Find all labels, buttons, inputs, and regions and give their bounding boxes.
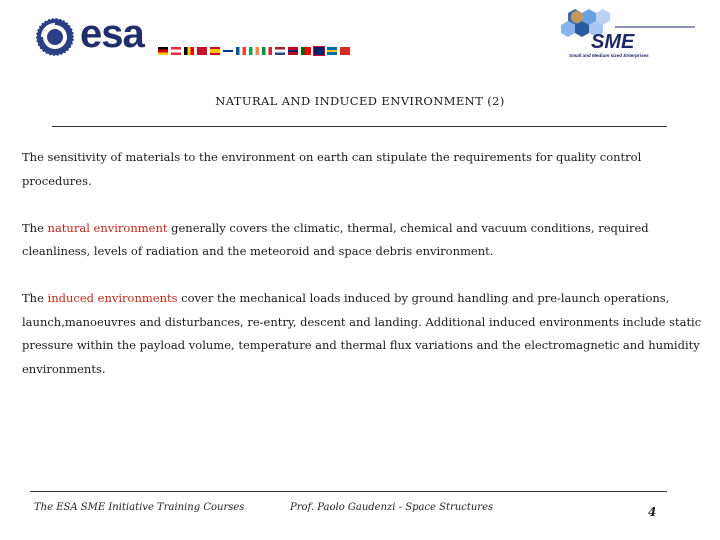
paragraph-natural-environment: The natural environment generally covers the climatic, thermal, chemical and vacuum conditions, required cleanliness, levels of radiation and the meteoroid and space debris environment.: [22, 220, 649, 258]
footer-divider: [30, 491, 667, 492]
highlight-induced-environments: induced environments: [47, 291, 178, 305]
esa-globe-icon: [34, 16, 76, 58]
paragraph-induced-environments: The induced environments cover the mechanical loads induced by ground handling and pre-launch operations, launch,manoeuvres and disturbances, re-entry, descent and landing. Additional induced environments include static pressure within the payload volume, temperature and thermal flux variations and the electromagnetic and humidity environments.: [22, 291, 702, 376]
footer-author: Prof. Paolo Gaudenzi - Space Structures: [290, 502, 494, 513]
slide-title: NATURAL AND INDUCED ENVIRONMENT (2): [215, 94, 505, 108]
esa-logo: [30, 10, 390, 64]
paragraph-sensitivity: The sensitivity of materials to the environment on earth can stipulate the requirements for quality control procedures.: [22, 150, 642, 188]
sme-logo-text: SME: [591, 31, 635, 53]
member-flags: [158, 46, 350, 56]
footer-course: The ESA SME Initiative Training Courses: [34, 502, 245, 513]
title-divider: [52, 126, 667, 127]
slide-body: [22, 146, 702, 405]
page-number: 4: [648, 505, 657, 519]
highlight-natural-environment: natural environment: [47, 220, 168, 235]
sme-tagline: Small and Medium sized Enterprises: [569, 53, 649, 58]
esa-logo-text: esa: [80, 12, 144, 56]
sme-logo: [555, 5, 705, 67]
